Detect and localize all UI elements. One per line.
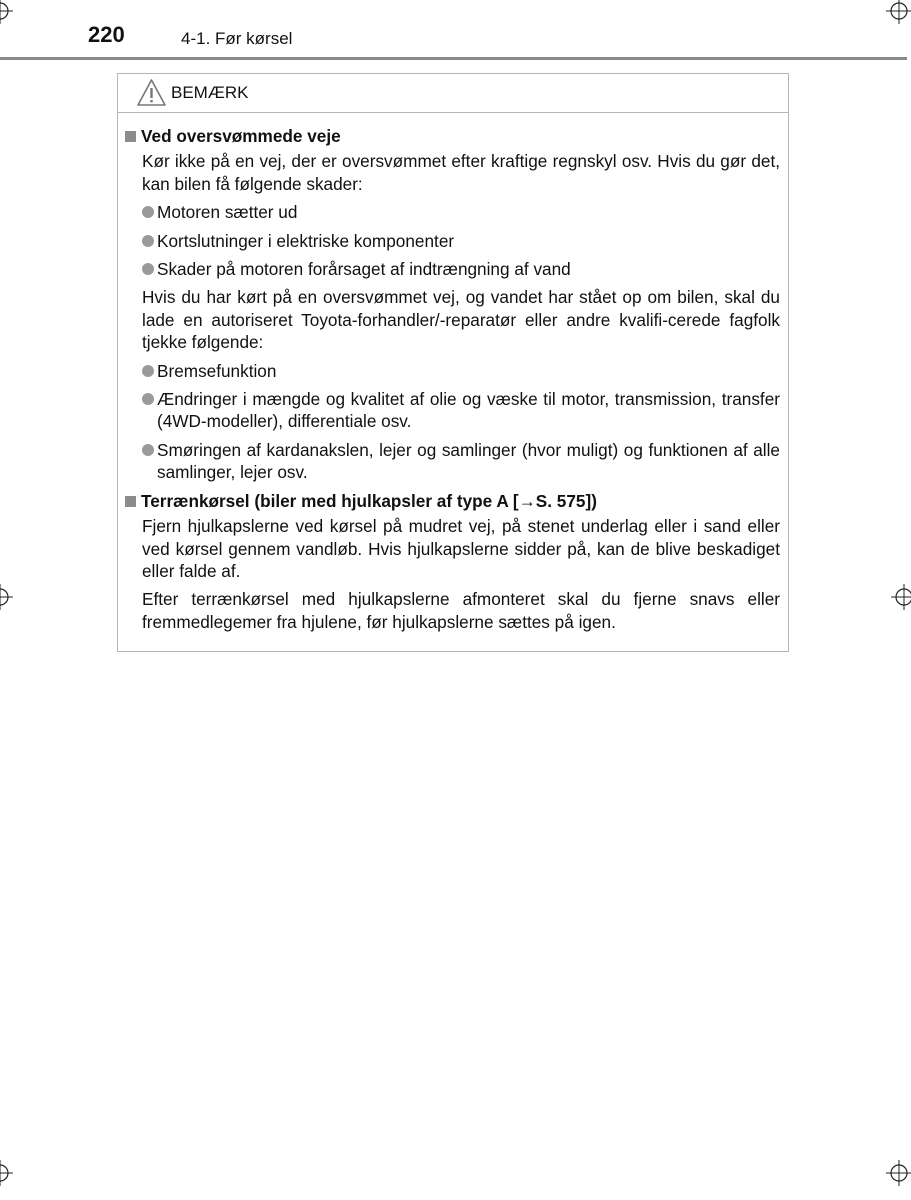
header-rule [0, 57, 907, 60]
warning-triangle-icon [136, 78, 167, 107]
square-bullet-icon [125, 131, 136, 142]
notice-label: BEMÆRK [171, 83, 249, 102]
registration-mark-icon [886, 0, 911, 24]
registration-mark-icon [0, 584, 13, 610]
list-item [142, 230, 780, 252]
section-heading [125, 490, 780, 512]
circle-bullet-icon [142, 393, 154, 405]
list-item-text: Ændringer i mængde og kvalitet af olie og væske til motor, transmission, transfer (4WD-modeller), differentiale osv. [157, 389, 780, 432]
list-item-text: Motoren sætter ud [157, 202, 298, 223]
circle-bullet-icon [142, 444, 154, 456]
registration-mark-icon [0, 0, 13, 24]
circle-bullet-icon [142, 263, 154, 275]
section-title: 4-1. Før kørsel [181, 29, 293, 48]
list-item [142, 388, 780, 433]
list-item-text: Kortslutninger i elektriske komponenter [157, 230, 455, 251]
circle-bullet-icon [142, 235, 154, 247]
list-item [142, 360, 780, 382]
notice-box [117, 73, 789, 652]
registration-mark-icon [0, 1160, 13, 1186]
section-heading-text: Terrænkørsel (biler med hjulkapsler af type A [→S. 575]) [141, 490, 597, 511]
list-item-text: Skader på motoren forårsaget af indtrængning af vand [157, 259, 571, 280]
circle-bullet-icon [142, 206, 154, 218]
square-bullet-icon [125, 496, 136, 507]
notice-header [118, 74, 788, 113]
paragraph: Kør ikke på en vej, der er oversvømmet efter kraftige regnskyl osv. Hvis du gør det, kan bilen få følgende skader: [142, 151, 780, 194]
registration-mark-icon [891, 584, 911, 610]
list-item [142, 201, 780, 223]
notice-body [118, 113, 788, 633]
paragraph: Hvis du har kørt på en oversvømmet vej, og vandet har stået op om bilen, skal du lade en autoriseret Toyota-forhandler/-reparatør eller andre kvalifi-cerede fagfolk tjekke følgende: [142, 287, 780, 353]
list-item-text: Bremsefunktion [157, 360, 277, 381]
page-number: 220 [88, 22, 125, 47]
section-heading [125, 125, 780, 147]
list-item-text: Smøringen af kardanakslen, lejer og samlinger (hvor muligt) og funktionen af alle samlinger, lejer osv. [157, 439, 780, 483]
list-item [142, 258, 780, 280]
paragraph: Efter terrænkørsel med hjulkapslerne afmonteret skal du fjerne snavs eller fremmedlegemer fra hjulene, før hjulkapslerne sættes på igen. [142, 589, 780, 632]
registration-mark-icon [886, 1160, 911, 1186]
list-item [142, 439, 780, 484]
section-heading-text: Ved oversvømmede veje [141, 126, 341, 146]
paragraph: Fjern hjulkapslerne ved kørsel på mudret vej, på stenet underlag eller i sand eller ved kørsel gennem vandløb. Hvis hjulkapslerne sidder på, kan de blive beskadiget eller falde af. [142, 516, 780, 581]
circle-bullet-icon [142, 365, 154, 377]
